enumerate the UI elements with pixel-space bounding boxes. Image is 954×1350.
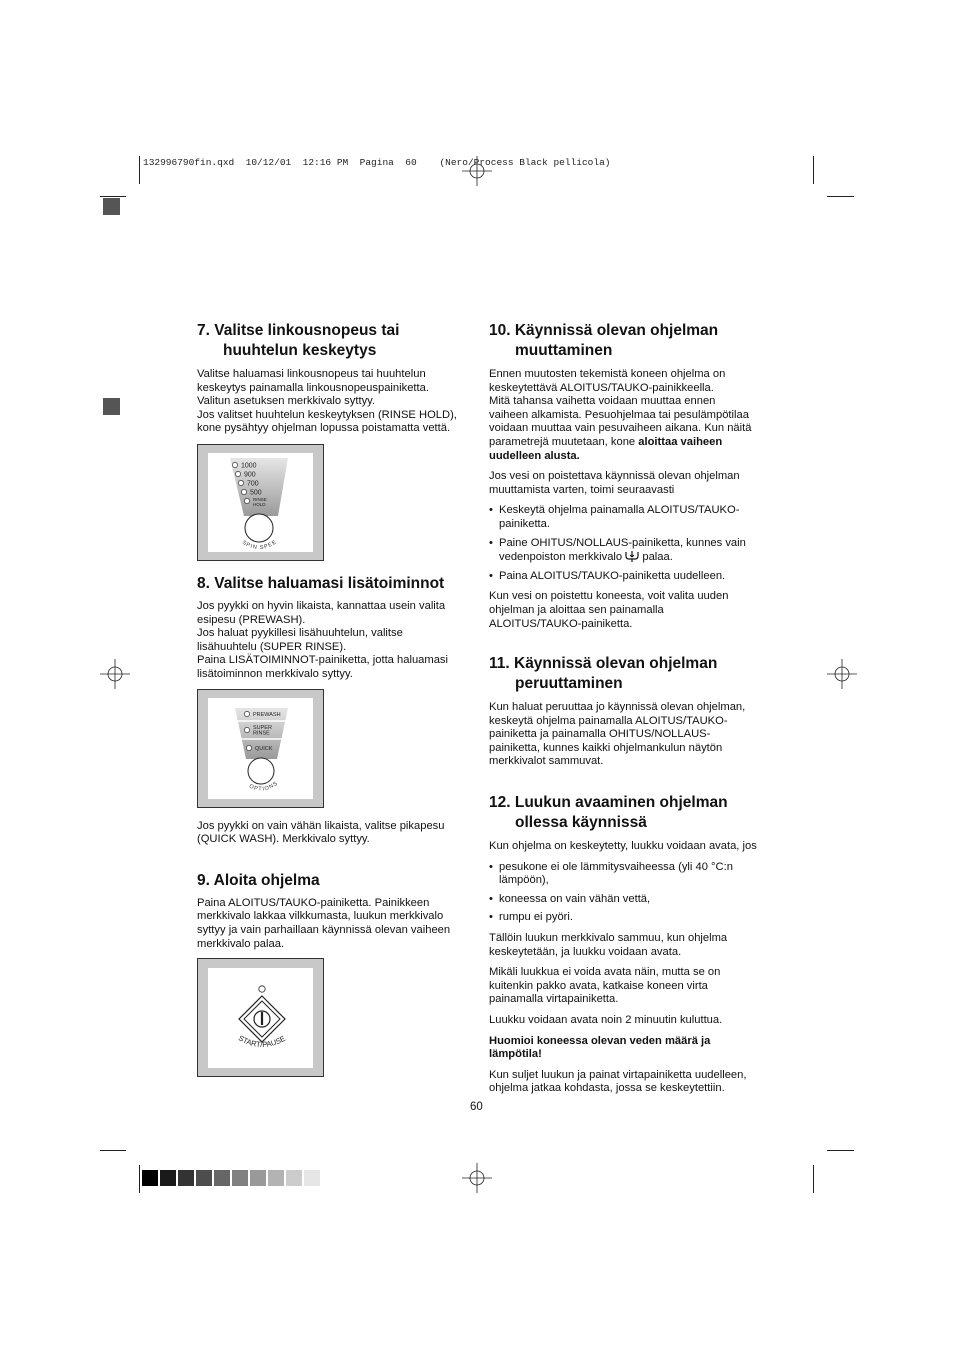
list-item: • koneessa on vain vähän vettä, [489,893,757,907]
spin-option-500: 500 [250,489,262,497]
crop-mark [813,1165,814,1193]
section-7-paragraph: Valitse haluamasi linkousnopeus tai huuhtelun keskeytys painamalla linkousnopeuspainiketta. Valitun asetuksen merkkivalo syttyy. [197,368,429,408]
options-panel [197,689,324,808]
section-8-paragraph: Paina LISÄTOIMINNOT-painiketta, jotta haluamasi lisätoiminnon merkkivalo syttyy. [197,654,449,680]
color-swatch [160,1170,176,1186]
spin-speed-panel [197,444,324,561]
page-number: 60 [470,1101,483,1113]
spin-option-hold: HOLD [253,501,266,507]
color-swatch [250,1170,266,1186]
crop-mark [100,1150,126,1151]
list-item: • Paine OHITUS/NOLLAUS-painiketta, kunnes vain vedenpoiston merkkivalo palaa. [489,537,757,565]
list-item: • Paina ALOITUS/TAUKO-painiketta uudelleen. [489,570,757,584]
section-12-warning: Huomioi koneessa olevan veden määrä ja lämpötila! [489,1034,711,1061]
color-swatch [142,1170,158,1186]
registration-mark-icon [827,659,857,689]
crop-mark [827,196,854,197]
crop-mark [139,1165,140,1193]
section-12-paragraph: Kun ohjelma on keskeytetty, luukku voidaan avata, jos [489,840,757,853]
start-pause-panel [197,958,324,1077]
section-12-paragraph: Kun suljet luukun ja painat virtapainiketta uudelleen, ohjelma jatkaa kohdasta, jossa se keskeytettiin. [489,1068,747,1095]
color-swatch [232,1170,248,1186]
section-9-paragraph: Paina ALOITUS/TAUKO-painiketta. Painikkeen merkkivalo lakkaa vilkkumasta, luukun merkkivalo syttyy ja vain parhaillaan käynnissä olevan vaiheen merkkivalo palaa. [197,896,451,950]
section-10-title: 10. Käynnissä olevan ohjelman muuttaminen [489,322,719,359]
color-swatch [178,1170,194,1186]
color-swatch [268,1170,284,1186]
section-8-title: 8. Valitse haluamasi lisätoiminnot [197,574,445,592]
section-10-list [489,504,757,583]
marker-square [103,198,120,215]
section-11-title: 11. Käynnissä olevan ohjelman peruuttaminen [489,655,718,693]
registration-mark-icon [462,1163,492,1193]
right-column [489,321,757,1103]
color-bar [142,1170,320,1186]
list-item: • rumpu ei pyöri. [489,911,757,925]
spin-option-1000: 1000 [241,462,257,470]
section-7-paragraph: Jos valitset huuhtelun keskeytyksen (RINSE HOLD), kone pysähtyy ohjelman lopussa poistamatta vettä. [197,408,457,435]
section-10-paragraph: Mitä tahansa vaihetta voidaan muuttaa ennen vaiheen alkamista. Pesuohjelmaa tai pesulämpötilaa voidaan muuttaa vain pesuvaiheen aikana. Kun näitä parametrejä muutetaan, kone aloittaa vaiheen uudelleen alusta. [489,395,752,462]
option-rinse: RINSE [253,730,270,737]
section-12-paragraph: Luukku voidaan avata noin 2 minuutin kuluttua. [489,1014,723,1026]
option-quick: QUICK [255,745,273,752]
color-swatch [286,1170,302,1186]
option-prewash: PREWASH [253,711,281,718]
spin-option-rinse: RINSE [253,496,267,502]
section-8-paragraph: Jos haluat pyykillesi lisähuuhtelun, valitse lisähuuhtelu (SUPER RINSE). [197,627,403,653]
crop-mark [100,196,126,197]
drain-icon [625,550,639,562]
section-8-paragraph: Jos pyykki on hyvin likaista, kannattaa usein valita esipesu (PREWASH). [197,599,446,626]
spin-option-700: 700 [247,480,259,488]
section-11-paragraph: Kun haluat peruuttaa jo käynnissä olevan ohjelman, keskeytä ohjelma painamalla ALOITUS/TAUKO-painiketta ja painamalla OHITUS/NOLLAUS-painiketta, kunnes kaikki ohjelmankulun näytön merkkivalot sammuvat. [489,701,746,768]
crop-mark [827,1150,854,1151]
options-diagram [208,698,313,799]
section-9-title: 9. Aloita ohjelma [197,871,320,889]
spin-speed-label: SPIN SPEE [240,539,279,552]
registration-mark-icon [462,156,492,186]
section-12-paragraph: Mikäli luukkua ei voida avata näin, mutta se on kuitenkin pakko avata, katkaise koneen virta painamalla virtapainiketta. [489,966,721,1006]
start-pause-diagram [208,968,313,1068]
options-label: OPTIONS [248,779,280,793]
color-swatch [196,1170,212,1186]
crop-mark [813,156,814,184]
section-10-paragraph: Jos vesi on poistettava käynnissä olevan ohjelman muuttamista varten, toimi seuraavasti [489,470,740,496]
crop-mark [139,156,140,184]
section-12-title: 12. Luukun avaaminen ohjelman ollessa käynnissä [489,794,728,832]
list-item: • Keskeytä ohjelma painamalla ALOITUS/TAUKO-painiketta. [489,504,757,531]
section-12-paragraph: Tällöin luukun merkkivalo sammuu, kun ohjelma keskeytetään, ja luukku voidaan avata. [489,932,728,958]
section-8-paragraph: Jos pyykki on vain vähän likaista, valitse pikapesu (QUICK WASH). Merkkivalo syttyy. [197,819,445,846]
option-super: SUPER [253,724,272,731]
color-swatch [214,1170,230,1186]
spin-speed-diagram [208,453,313,552]
list-item: • pesukone ei ole lämmitysvaiheessa (yli 40 °C:n lämpöön), [489,861,757,888]
print-slug: 132996790fin.qxd 10/12/01 12:16 PM Pagina 60 (Nero/Process Black pellicola) [143,157,611,168]
registration-mark-icon [100,659,130,689]
section-7-title: 7. Valitse linkousnopeus tai huuhtelun keskeytys [197,322,400,359]
marker-square [103,398,120,415]
left-column [197,321,465,1077]
section-10-paragraph: Ennen muutosten tekemistä koneen ohjelma on keskeytettävä ALOITUS/TAUKO-painikkeella. [489,368,726,394]
spin-option-900: 900 [244,471,256,479]
color-swatch [304,1170,320,1186]
section-10-paragraph: Kun vesi on poistettu koneesta, voit valita uuden ohjelman ja aloittaa sen painamalla ALOITUS/TAUKO-painiketta. [489,590,729,630]
start-pause-button: START/PAUSE [236,1033,287,1050]
section-12-list [489,861,757,925]
